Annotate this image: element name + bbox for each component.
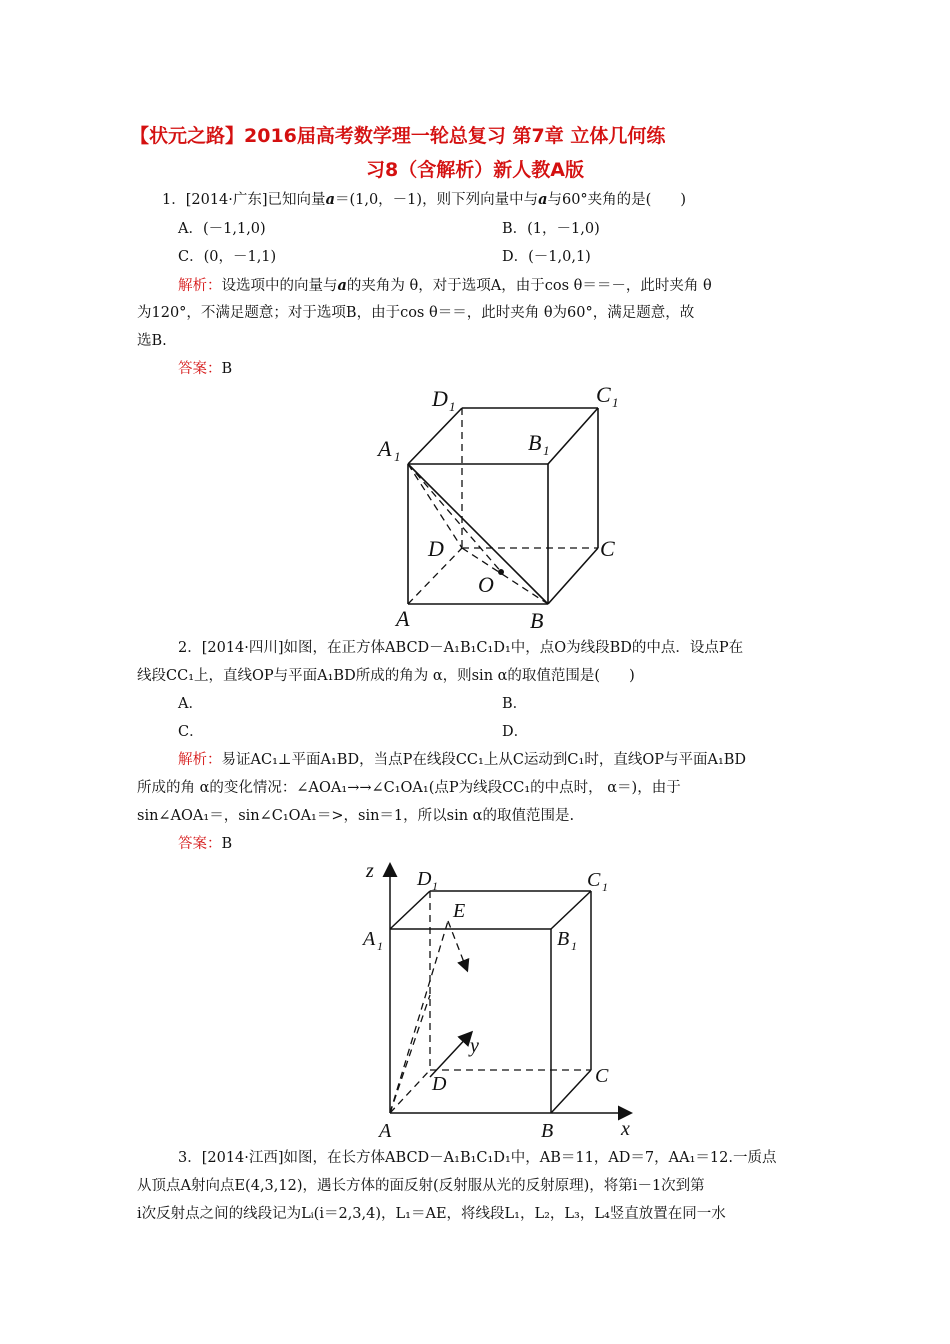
q2-option-c: C．: [178, 724, 204, 740]
label-d: D: [428, 536, 444, 561]
sub: 1: [602, 880, 608, 894]
sub: 1: [543, 443, 550, 458]
label-b: B: [530, 608, 544, 633]
analysis-text: 易证AC₁⊥平面A₁BD，当点P在线段CC₁上从C运动到C₁时，直线OP与平面A₁BD: [221, 752, 747, 768]
q1-answer: [178, 357, 232, 378]
q2-option-b: B．: [502, 696, 528, 712]
sub: 1: [377, 939, 383, 953]
q1-option-b: B．(1，－1,0): [502, 221, 600, 237]
q2-analysis-line-3: sin∠AOA₁＝，sin∠C₁OA₁＝>，sin＝1，所以sin α的取值范围是.: [137, 808, 575, 824]
answer-label: 答案：: [178, 361, 222, 377]
label-y: y: [470, 1035, 479, 1057]
q3-line-2: 从顶点A射向点E(4,3,12)，遇长方体的面反射(反射服从光的反射原理)，将第i－1次到第: [137, 1178, 705, 1194]
q1-analysis-line-2: 为120°，不满足题意；对于选项B，由于cos θ＝＝，此时夹角 θ为60°，满足题意，故: [137, 305, 695, 321]
sub: 1: [612, 395, 619, 410]
q3-line-3: i次反射点之间的线段记为Lᵢ(i＝2,3,4)，L₁＝AE，将线段L₁，L₂，L₃，L₄竖直放置在同一水: [137, 1206, 726, 1222]
label-a1: A: [363, 928, 376, 950]
label-z: z: [366, 860, 374, 882]
q1-analysis-line-3: 选B.: [137, 333, 167, 349]
q2-analysis-line-2: 所成的角 α的变化情况：∠AOA₁→→∠C₁OA₁(点P为线段CC₁的中点时， α＝)，由于: [137, 780, 681, 796]
point-o: [498, 569, 504, 575]
analysis-label: 解析：: [178, 752, 222, 768]
vector-a: a: [337, 277, 347, 294]
analysis-text: 设选项中的向量与: [221, 278, 338, 294]
label-d: D: [432, 1073, 447, 1095]
sub: 1: [432, 879, 438, 893]
q1-option-d: D．(－1,0,1): [502, 249, 591, 265]
label-c1: C: [587, 869, 601, 891]
q1-stem-part: ＝(1,0，－1)，则下列向量中与: [334, 192, 539, 208]
q1-option-a: A．(－1,1,0): [178, 221, 266, 237]
label-c: C: [595, 1065, 609, 1087]
analysis-label: 解析：: [178, 278, 222, 294]
answer-label: 答案：: [178, 836, 222, 852]
box-figure: [355, 855, 645, 1145]
q2-option-a: A．: [178, 696, 203, 712]
q1-option-c: C．(0，－1,1): [178, 249, 277, 265]
vector-a: a: [325, 191, 335, 208]
label-e: E: [453, 900, 466, 922]
sub: 1: [394, 449, 401, 464]
label-a1: A: [378, 436, 392, 461]
answer-value: B: [221, 361, 233, 377]
q2-analysis-line-1: [178, 748, 746, 769]
label-b1: B: [557, 928, 570, 950]
cube-figure: [370, 378, 630, 634]
label-b1: B: [528, 430, 542, 455]
label-c1: C: [596, 382, 611, 407]
label-d1: D: [432, 386, 448, 411]
sub: 1: [571, 939, 577, 953]
q2-answer: [178, 832, 232, 853]
answer-value: B: [221, 836, 233, 852]
label-b: B: [541, 1120, 554, 1142]
label-d1: D: [417, 868, 432, 890]
q1-stem-part: 与60°夹角的是( ): [547, 192, 686, 208]
q1-analysis-line-1: [178, 274, 712, 295]
label-o: O: [478, 572, 494, 597]
label-a: A: [396, 606, 410, 631]
analysis-text: 的夹角为 θ，对于选项A，由于cos θ＝＝－，此时夹角 θ: [346, 278, 712, 294]
document-title-line-1: 【状元之路】2016届高考数学理一轮总复习 第7章 立体几何练: [130, 125, 666, 147]
q2-option-d: D．: [502, 724, 529, 740]
q1-stem-part: 1．[2014·广东]已知向量: [162, 192, 326, 208]
q2-stem-line-2: 线段CC₁上，直线OP与平面A₁BD所成的角为 α，则sin α的取值范围是( ): [137, 668, 635, 684]
document-title-line-2: 习8（含解析）新人教A版: [366, 159, 584, 181]
sub: 1: [449, 399, 456, 414]
q2-stem-line-1: 2．[2014·四川]如图，在正方体ABCD－A₁B₁C₁D₁中，点O为线段BD的中点．设点P在: [178, 640, 744, 656]
label-a: A: [379, 1120, 392, 1142]
vector-a: a: [538, 191, 548, 208]
q3-line-1: 3．[2014·江西]如图，在长方体ABCD－A₁B₁C₁D₁中，AB＝11，AD＝7，AA₁＝12.一质点: [178, 1150, 777, 1166]
label-c: C: [600, 536, 615, 561]
label-x: x: [621, 1118, 630, 1140]
q1-stem: [162, 188, 686, 209]
